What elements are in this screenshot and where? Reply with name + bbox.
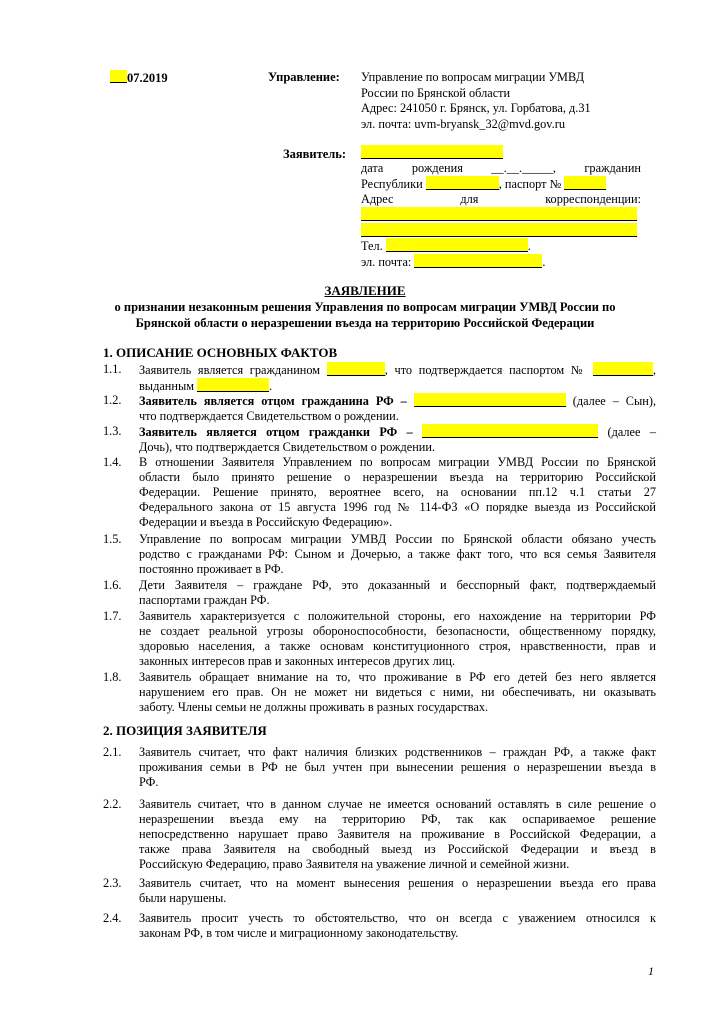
authority-line: Управление по вопросам миграции УМВД [361,70,585,84]
son-name-field [414,393,566,407]
list-item: 2.2. Заявитель считает, что в данном случае не имеется оснований оставлять в силе решение о неразрешении въезда ему на территорию РФ, так как оспариваемое решение непосредственно нарушает право Заявителя на проживание в Российской Федерации, а также права Заявителя на свободный выезд из Российской Федерации и въезд в Российскую Федерацию, право Заявителя на уважение личной и семейной жизни. [103,797,656,871]
applicant-block [361,145,641,269]
republic-field [426,176,499,190]
applicant-address-row: Адрес для корреспонденции: [361,191,641,206]
title-line: о признании незаконным решения Управления по вопросам миграции УМВД России по [114,300,616,314]
applicant-email-row: эл. почта: . [361,254,546,269]
authority-line: Адрес: 241050 г. Брянск, ул. Горбатова, д.31 [361,101,591,115]
citizenship-field [327,362,385,376]
section-heading-facts: 1. ОПИСАНИЕ ОСНОВНЫХ ФАКТОВ [103,345,338,360]
passport-number-field [593,362,653,376]
applicant-name-field [361,145,503,159]
list-item: 1.2. Заявитель является отцом гражданина РФ – (далее – Сын), что подтверждается Свидетельством о рождении. [103,393,657,423]
title-line: Брянской области о неразрешении въезда на территорию Российской Федерации [135,316,595,330]
list-item: 1.1. Заявитель является гражданином , что подтверждается паспортом № , выданным . [103,362,657,393]
section-heading-position: 2. ПОЗИЦИЯ ЗАЯВИТЕЛЯ [103,723,267,738]
document-date: 07.2019 [110,70,168,86]
list-item: 1.6. Дети Заявителя – граждане РФ, это доказанный и бесспорный факт, подтверждаемый паспортами граждан РФ. [103,578,656,607]
email-field [414,254,542,268]
list-item: 1.8. Заявитель обращает внимание на то, что проживание в РФ его детей без него является нарушением его прав. Он не может ни видеться с ними, ни обеспечивать, ни оказывать заботу. Члены семьи не должны проживать в разных государствах. [103,670,656,714]
authority-block [361,70,641,132]
address-field-2 [361,223,637,237]
list-item: 1.3. Заявитель является отцом гражданки РФ – (далее – Дочь), что подтверждается Свидетельством о рождении. [103,424,656,454]
applicant-citizenship-row: Республики , паспорт № [361,176,641,192]
title-main: ЗАЯВЛЕНИЕ [324,283,406,298]
authority-label: Управление: [268,70,340,84]
applicant-label: Заявитель: [283,147,347,161]
page-number: 1 [648,964,654,978]
authority-line: России по Брянской области [361,85,511,100]
address-field-1 [361,207,637,221]
tel-field [386,238,528,252]
list-item: 2.3. Заявитель считает, что на момент вынесения решения о неразрешении въезда его права были нарушены. [103,876,656,905]
issued-by-field [197,378,269,392]
applicant-birth-row: дата рождения __.__._____, гражданин [361,160,641,175]
authority-line: эл. почта: uvm-bryansk_32@mvd.gov.ru [361,116,565,131]
passport-field [564,176,606,190]
applicant-tel-row: Тел. . [361,239,531,253]
daughter-name-field [422,424,598,438]
list-item: 2.1. Заявитель считает, что факт наличия близких родственников – граждан РФ, а также факт проживания семьи в РФ не был учтен при вынесении решения о неразрешении въезда в РФ. [103,745,656,789]
list-item: 2.4. Заявитель просит учесть то обстоятельство, что он всегда с уважением относился к законам РФ, в том числе и миграционному законодательству. [103,911,656,940]
date-day-blank [110,70,127,83]
list-item: 1.7. Заявитель характеризуется с положительной стороны, его нахождение на территории РФ не создает реальной угрозы обороноспособности, безопасности, общественному порядку, здоровью населения, а также основам конституционного строя, нравственности, прав и законных интересов прав и законных интересов других лиц. [103,609,656,668]
document-title [80,283,650,331]
list-item: 1.4. В отношении Заявителя Управлением по вопросам миграции УМВД России по Брянской области было принято решение о неразрешении въезда на территорию Российской Федерации. Решение принято, вероятнее всего, на основании пп.12 ч.1 статьи 27 Федерального закона от 15 августа 1996 год № 114-ФЗ «О порядке выезда из Российской Федерации и въезда в Российскую Федерацию». [103,455,656,529]
list-item: 1.5. Управление по вопросам миграции УМВД России по Брянской области обязано учесть родство с гражданами РФ: Сыном и Дочерью, а также факт того, что вся семья Заявителя постоянно проживает в РФ. [103,532,656,576]
